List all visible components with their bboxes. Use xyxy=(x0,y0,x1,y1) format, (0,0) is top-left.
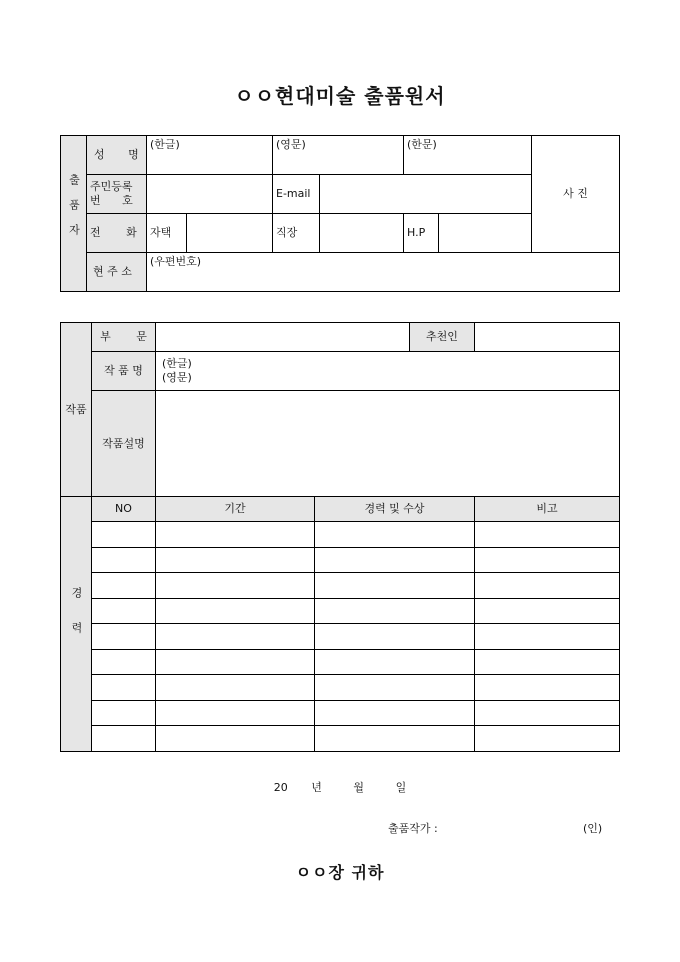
career-period-cell[interactable] xyxy=(156,598,315,624)
address-label: 현 주 소 xyxy=(87,253,147,292)
career-header-no: NO xyxy=(92,497,156,522)
career-period-cell[interactable] xyxy=(156,573,315,599)
career-period-cell[interactable] xyxy=(156,675,315,701)
career-section-label: 경력 xyxy=(61,497,92,752)
mobile-field[interactable] xyxy=(439,214,532,253)
career-no-cell[interactable] xyxy=(92,573,156,599)
home-phone-field[interactable] xyxy=(187,214,273,253)
career-note-cell[interactable] xyxy=(475,624,620,650)
artist-signature-label: 출품작가 : xyxy=(388,822,438,835)
work-description-field[interactable] xyxy=(156,391,620,497)
work-section-label: 작품 xyxy=(61,323,92,497)
career-period-cell[interactable] xyxy=(156,624,315,650)
career-period-cell[interactable] xyxy=(156,649,315,675)
career-award-cell[interactable] xyxy=(315,547,475,573)
name-hanja-field[interactable]: (한문) xyxy=(404,136,532,175)
career-note-cell[interactable] xyxy=(475,522,620,548)
work-title-field[interactable]: (한글) (영문) xyxy=(156,352,620,391)
career-note-cell[interactable] xyxy=(475,573,620,599)
career-award-cell[interactable] xyxy=(315,700,475,726)
career-row xyxy=(61,649,620,675)
career-award-cell[interactable] xyxy=(315,675,475,701)
work-phone-field[interactable] xyxy=(320,214,404,253)
work-phone-label: 직장 xyxy=(273,214,320,253)
career-note-cell[interactable] xyxy=(475,598,620,624)
career-note-cell[interactable] xyxy=(475,649,620,675)
name-korean-field[interactable]: (한글) xyxy=(147,136,273,175)
applicant-section-label: 출품자 xyxy=(61,136,87,292)
career-period-cell[interactable] xyxy=(156,726,315,752)
recommender-field[interactable] xyxy=(475,323,620,352)
work-table xyxy=(60,322,620,752)
work-title-label: 작 품 명 xyxy=(92,352,156,391)
career-award-cell[interactable] xyxy=(315,649,475,675)
career-award-cell[interactable] xyxy=(315,624,475,650)
career-row xyxy=(61,522,620,548)
career-row xyxy=(61,547,620,573)
career-row xyxy=(61,573,620,599)
phone-label: 전 화 xyxy=(87,214,147,253)
seal-label: (인) xyxy=(583,822,603,835)
career-header-note: 비고 xyxy=(475,497,620,522)
rrn-field[interactable] xyxy=(147,175,273,214)
career-note-cell[interactable] xyxy=(475,726,620,752)
career-no-cell[interactable] xyxy=(92,624,156,650)
name-label: 성 명 xyxy=(87,136,147,175)
career-no-cell[interactable] xyxy=(92,726,156,752)
mobile-label: H.P xyxy=(404,214,439,253)
addressee: ㅇㅇ장 귀하 xyxy=(295,863,385,882)
rrn-label: 주민등록 번 호 xyxy=(87,175,147,214)
career-award-cell[interactable] xyxy=(315,522,475,548)
document-title: ㅇㅇ현대미술 출품원서 xyxy=(234,84,446,108)
career-note-cell[interactable] xyxy=(475,700,620,726)
career-period-cell[interactable] xyxy=(156,700,315,726)
career-award-cell[interactable] xyxy=(315,726,475,752)
career-period-cell[interactable] xyxy=(156,522,315,548)
career-note-cell[interactable] xyxy=(475,675,620,701)
career-row xyxy=(61,598,620,624)
career-no-cell[interactable] xyxy=(92,598,156,624)
name-english-field[interactable]: (영문) xyxy=(273,136,404,175)
home-phone-label: 자택 xyxy=(147,214,187,253)
career-header-period: 기간 xyxy=(156,497,315,522)
career-no-cell[interactable] xyxy=(92,522,156,548)
email-label: E-mail xyxy=(273,175,320,214)
career-award-cell[interactable] xyxy=(315,598,475,624)
career-no-cell[interactable] xyxy=(92,700,156,726)
email-field[interactable] xyxy=(320,175,532,214)
address-field[interactable]: (우편번호) xyxy=(147,253,620,292)
career-no-cell[interactable] xyxy=(92,547,156,573)
date-day-unit: 일 xyxy=(395,781,407,794)
career-row xyxy=(61,675,620,701)
career-no-cell[interactable] xyxy=(92,649,156,675)
applicant-table xyxy=(60,135,620,292)
department-label: 부 문 xyxy=(92,323,156,352)
career-no-cell[interactable] xyxy=(92,675,156,701)
date-year-unit: 년 xyxy=(311,781,322,794)
date-month-unit: 월 xyxy=(353,781,365,794)
photo-box[interactable]: 사 진 xyxy=(532,136,620,253)
career-row xyxy=(61,726,620,752)
career-header-award: 경력 및 수상 xyxy=(315,497,475,522)
career-row xyxy=(61,624,620,650)
career-period-cell[interactable] xyxy=(156,547,315,573)
work-description-label: 작품설명 xyxy=(92,391,156,497)
career-award-cell[interactable] xyxy=(315,573,475,599)
recommender-label: 추천인 xyxy=(410,323,475,352)
date-line xyxy=(0,779,680,795)
career-note-cell[interactable] xyxy=(475,547,620,573)
career-row xyxy=(61,700,620,726)
department-field[interactable] xyxy=(156,323,410,352)
date-year[interactable]: 20 xyxy=(273,781,288,794)
